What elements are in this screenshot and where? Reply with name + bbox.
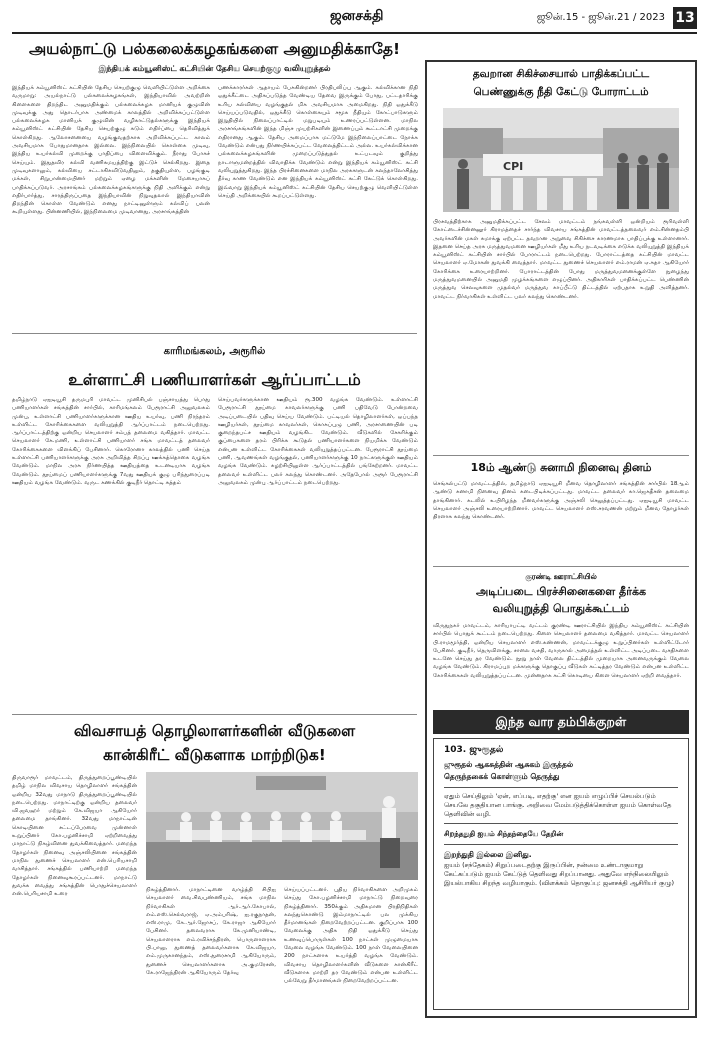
masthead-rule [12, 32, 697, 34]
workers-col-1: தமிழ்நாடு ஏஐடியூசி தருமபுரி மாவட்ட முனிசிபல் பஞ்சாயத்து பொது பணியாளர்கள் சங்கத்தின் சார்பில், காரிமங்கலம் பேரூராட்சி அலுவலகம் முன்பு, உள்ளாட்சி பணியாளர்களுக்கான ஊதிய உயர்வு, பணி நிரந்தரம் உள்ளிட்ட கோரிக்கைகளை வலியுறுத்தி ஆர்ப்பாட்டம் நடைபெற்றது. ஆர்ப்பாட்டத்திற்கு ஒன்றிய செயலாளர் சம்பத் தலைமை வகித்தார். மாவட்ட செயலாளர் கே.மணி, உள்ளாட்சி பணியாளர் சங்க மாவட்டத் தலைவர் கோரிக்கைகளை விளக்கிப் பேசினார். கொரோனா காலத்தில் பணி செய்த உள்ளாட்சி பணியாளர்களுக்கு அரசு அறிவித்த சிறப்பு ஊக்கத்தொகை வழங்க வேண்டும். மாநில அரசு நிர்ணயித்த ஊதியத்தை உடனடியாக வழங்க வேண்டும். தூய்மைப் பணியாளர்களுக்கு 7வது ஊதியக் குழு பரிந்துரைப்படி ஊதியம் வழங்க வேண்டும். வருட கணக்கில் குடிநீர் தொட்டி சுத்தம் [12, 397, 210, 486]
tsunami-body: செங்கல்பட்டு மாவட்டத்தில், தமிழ்நாடு ஏஐடியூசி மீனவ தொழிலாளர் சங்கத்தின் சார்பில் 18ஆம் ஆண்டு சுனாமி நினைவு தினம் கடைபிடிக்கப்பட்டது. மாவட்ட தலைவர் கா.ஜெகதீசன் தலைமை தாங்கினார். கடலில் உயிரிழந்த மீனவர்களுக்கு அஞ்சலி செலுத்தப்பட்டது. ஏஐடியூசி மாவட்ட செயலாளர் அஞ்சலி உரையாற்றினார். மாவட்ட செயலாளர் எஸ்.சரவணன் மற்றும் மீனவ தோழர்கள் திரளாக கலந்து கொண்டனர். [433, 481, 689, 521]
section-divider [433, 455, 689, 456]
universities-col-1: இந்தியக் கம்யூனிஸ்ட் கட்சியின் தேசிய செயற்குழு வெளியிட்டுள்ள அறிக்கை வருமாறு: அயல்நாட்டு பல்கலைக்கழகங்கள், இந்தியாவில் அவற்றின் கிளைகளை திறந்திட அனுமதிக்கும் பல்கலைக்கழக மானியக் குழுவின் முடிவுக்கு அது தொடர்பாக அண்மைக் காலத்தில் அறிவிக்கப்பட்டுள்ள பல்கலைக்கழக மானியக் குழுவின் வழிகாட்டுதல்களுக்கு இந்தியக் கம்யூனிஸ்ட் கட்சியின் தேசிய செயற்குழு கடும் எதிர்ப்பை தெரிவித்துக் கொள்கிறது. ஆலோசனையை வழங்குவதற்காக அறிவிக்கப்பட்ட காலம் அவசியமாக போதுமானதாக இல்லை. இந்நிலையில் கொள்கை முடிவு, இந்திய உயர்கல்வி முறைக்கு பாதிப்பை விளைவிக்கும். நீராது போகச் செய்யும். இதுதவிர கல்வி வணிகமயத்திற்கு இட்டுச் செல்கிறது. இதை முடிவுகளாலும், கல்வியை சட்டாகிசுவிடுவதிலும், தகுதியுள்ள, பழங்குடி மக்கள், சிறுபான்மையினர் மற்றும் ஏழை மக்களின் மேசையாகப் பாதிக்கப்படுவர். அரசாங்கம் பல்கலைக்கழகங்களுக்கு நிதி அளிக்கும் என்று எதிர்பார்த்து, சாரத்திருப்பதை இந்தியாவின் நிறுவுதலால் இந்தியாவின் திறந்தின் கொள்ள வேண்டும் எனது நாட்டினுள்ளும் கல்விப் பலன் கூறியுள்ளது. பின்னணியில், இந்நிலைமை முடிவானது, அரசாங்கத்தின் [12, 85, 210, 216]
kural-line-1: ஜுரூதல் ஆகசுத்தின் ஆசுகம் இருத்தல் [444, 760, 574, 769]
section-divider [12, 714, 417, 715]
kural-divider [444, 787, 678, 788]
farm-workers-headline-1: விவசாயத் தொழிலாளர்களின் வீடுகளை [73, 722, 356, 740]
protest-headline-2: பெண்ணுக்கு நீதி கேட்டு போராட்டம் [473, 86, 649, 98]
kural-subtitle: சிறந்ததுதி ஐயம் சிந்தந்தையே தேறின் [444, 830, 564, 838]
workers-col-2: செய்பவர்களுக்கான ஊதியம் ரூ.300 வழங்க வேண்டும். உள்ளாட்சி பேரூராட்சி தூய்மை காவலர்களுக்கு பணி பதிவேடு போன்றவை அடிப்படையில் பதிவு செய்ய வேண்டும். பட்டியல் தொழிலாளர்கள், ஒப்பந்த ஊழியர்கள், தூய்மை காவலர்கள், கொசுப்புழு பணி, அரசாணையின் படி குறைந்தபட்ச ஊதியம் வழங்கிட வேண்டும். வீடுகளில் சேகரிக்கும் குப்பைகளை தரம் பிரிக்க கூடுதல் பணியாளர்களை நியமிக்க வேண்டும் என்பன உள்ளிட்ட கோரிக்கைகள் வலியுறுத்தப்பட்டன. பேரூராட்சி தூய்மை பணி, ஆவணங்கள் வழங்குதல், பணியாளர்களுக்கு 10 நாட்களுக்குள் ஊதியம் வழங்க வேண்டும். சுழற்சியிலுள்ள ஆர்ப்பாட்டத்தில் பங்கேற்றனர். மாவட்ட தலைவர் உள்ளிட்ட பலர் கலந்து கொண்டனர். அதேபோல் அரூர் பேரூராட்சி அலுவலகம் முன்பு ஆர்ப்பாட்டம் நடைபெற்றது. [218, 397, 418, 486]
farm-workers-col-3: செய்யப்பட்டனர். புதிய நிர்வாகிகளை அறிமுகம் செய்து கோ.பழனிச்சாமி மாநாட்டு நிறைவுரை நிகழ்த்தினார். 350க்கும் அதிகமான பிரதிநிதிகள் கலந்துகொண்டு இம்மாநாட்டில் பல முக்கிய தீர்மானங்கள் நிறைவேற்றப்பட்டன. குறிப்பாக 100 வேலைக்கு அதிக நிதி ஒதுக்கீடு செய்து உணவுப்பொருள்கள் 100 நாட்கள் முழுமையாக வேலை வழங்க வேண்டும். 100 நாள் வேலையினை 200 நாட்களாக உயர்த்தி வழங்க வேண்டும். விவசாய தொழிலாளர்களின் வீடுகளை கான்கிரீட் வீடுகளாக மாற்றி தர வேண்டும் என்பன உள்ளிட்ட பல்வேறு தீர்மானங்கள் நிறைவேற்றப்பட்டன. [284, 887, 418, 985]
protest-banner-text: CPI [503, 160, 524, 173]
kural-divider [444, 823, 678, 824]
protest-headline-1: தவறான சிகிச்சையால் பாதிக்கப்பட்ட [472, 68, 650, 80]
kural-explanation-2: ஐயம் (சந்தேகம்) சிறுப்படைதற்கு இருப்பின், நன்மை உண்டாகுமாறு கேட்கப்படும் ஐயம் கேட்டுத் தெளிவது சிறப்பானது. அதுவே எந்நிலையிலும் இயல்பாகிய சிறந்த வழியாகும். (விளக்கம் தொகுப்பு: ஜனசக்தி ஆசிரியர் குழு) [444, 861, 675, 887]
kural-explanation-1: ஏதும் செய்திலும் 'ஏன், எப்படி, எதற்கு' என ஐயம் எழுப்பிச் செயல்படும் செயலே தகுதியான பாங்கு. அறிவை மேம்படுத்திக்கொள்ள ஐயம் கொள்வதே தெளிவின் வழி. [444, 792, 672, 818]
farm-workers-col-1: திருவாரூர் மாவட்டம், திருத்துறைப்பூண்டியில் தமிழ் மாநில விவசாய தொழிலாளர் சங்கத்தின் ஒன்றிய 32வது மாநாடு திருத்துறைப்பூண்டியில் நடைபெற்றது. மாநாட்டிற்கு ஒன்றிய தலைவர் வி.ஜவஹர் மற்றும் கே.விஜயா ஆகியோர் தலைமை தாங்கினர். 32வது மாநாட்டின் கொடியினை சட்டப்பேரவை முன்னாள் உறுப்பினர் கோ.பழனிச்சாமி ஏற்றிவைத்து மாநாட்டு நிகழ்வினை துவக்கிவைத்தார். மறைந்த தோழர்கள் நினைவு அஞ்சலியினை சங்கத்தின் மாநில துணைச் செயலாளர் என்.பெரியசாமி வாசித்தார். சங்கத்தில் பணியாற்றி மறைந்த தோழர்கள் நினைவுகூரப்பட்டனர். மாநாட்டு துவக்க வைத்து சங்கத்தின் பொதுச்செயலாளர் என்.பெரியசாமி உரை [12, 775, 137, 898]
kural-box [433, 738, 689, 1010]
kural-line-2: தெருந்தகைக் கொள்ளும் தெருத்து [444, 772, 560, 781]
workers-location: காரிமங்கலம், அரூரில் [163, 346, 266, 357]
basic-issues-body: விருதுநகர் மாவட்டம், காரியாபட்டி வட்டம் குரண்டி ஊராட்சியில் இந்திய கம்யூனிஸ்ட் கட்சியின் சார்பில் பொதுக் கூட்டம் நடைபெற்றது. கிளை செயலாளர் தலைமை வகித்தார். மாவட்ட செயலாளர் பி.ராமமூர்த்தி, ஒன்றிய செயலாளர் எஸ்.கண்ணன், மாவட்டக்குழு உறுப்பினர்கள் உள்ளிட்டோர் பேசினர். குடிநீர், தெருவிளக்கு, சாலை வசதி, வாருகால் அமைத்தல் உள்ளிட்ட அடிப்படை வசதிகளை உடனே செய்து தர வேண்டும். நூறு நாள் வேலை திட்டத்தில் முறையாக அனைவருக்கும் வேலை வழங்க வேண்டும். கிராமப்புற மக்களுக்கு தொகுப்பு வீடுகள் கட்டித்தர வேண்டும் என்பன உள்ளிட்ட கோரிக்கைகள் வலியுறுத்தப்பட்டன. முன்னதாக கட்சி கொடியை கிளை செயலாளர் ஏற்றி வைத்தார். [433, 623, 689, 679]
universities-subhead: இந்தியக் கம்யூனிஸ்ட் கட்சியின் தேசிய செயற்குழு வலியுறுத்தல் [98, 64, 331, 73]
basic-issues-location: குரண்டி ஊராட்சியில் [525, 572, 597, 581]
masthead [12, 6, 697, 32]
protest-photo [443, 108, 679, 212]
universities-col-2: பணக்காரர்கள் ஆதாயம் பேசுகின்றனர் பிரதிபலிப்பு ஆகும். கல்விக்கான நிதி ஒதுக்கீட்டை அதிகப்படுத்த வேண்டிய தேவை இருக்கும் போது, பட்டதாரிக்கு உரிய கல்வியை வழங்குதல் மிக அவசியமாக அமைகிறது. நிதி ஒதுக்கீடு செய்யப்படுவதில், ஒதுக்கீடு கொள்கையும் சமூக நீதியும் கோட்பாடுகளும் இறுதியில் நிலைப்பாட்டில் மறுபடியும் உணரப்பட்டுள்ளன. மாநில அரசாங்கங்களின் இந்த மிஞ்ச முயற்சிகளின் இணைப்பும் கூட்டாட்சி முறைக்கு எதிரானது ஆகும். தேசிய அமைப்பாக மட்டுமே இந்நிலைப்பாட்டை நோக்க வேண்டும் என்பது நிர்ணயிக்கப்பட்ட வேலைத்திட்டம் அல்ல. உயர்கல்விக்கான பல்கலைக்கழகங்களின் முறைப்படுத்துதல் உட்படவும் குறித்து நாடாளுமன்றத்தில் விவாதிக்க வேண்டும் என்று இந்தியக் கம்யூனிஸ்ட் கட்சி வலியுறுத்துகிறது. இந்த பிரச்சினைகளை மாநில அரசுகளுடன் கலந்தாலோசித்து தீர்வு காண வேண்டும் என இந்தியக் கம்யூனிஸ்ட் கட்சி கேட்டுக் கொள்கிறது. இவ்வாறு இந்தியக் கம்யூனிஸ்ட் கட்சியின் தேசிய செயற்குழு வெளியிட்டுள்ள செய்தி அறிக்கையில் கூறப்பட்டுள்ளது. [218, 85, 418, 199]
universities-headline: அயல்நாட்டு பல்கலைக்கழகங்களை அனுமதிக்காதே! [28, 40, 401, 58]
farm-workers-col-2: நிகழ்த்தினார். மாநாட்டினை வாழ்த்தி சிபிஐ செயலாளர் வை.சிவபுண்ணியம், சங்க மாநில நிர்வாகிகள் ஆர்.ஆர்.கோபால், எம்.எஸ்.செல்வராஜ், ஏ.அம்பரிஷ், ஐ.ரகுநாதன், எஸ்.ராமு, கே.ஆர்.ஜோசப், கே.ராஜா ஆகியோர் பேசினர். தலைவராக கே.முனியாண்டி, செயலாளராக எம்.ரவிச்சந்திரன், பொருளாளராக பி.பாலு, துணைத் தலைவர்களாக கே.விஜயா, எம்.முருகானந்தம், எஸ்.துரைசாமி ஆகியோரும், துணைச் செயலாளர்களாக அ.குமரேசன், கே.ராஜேந்திரன் ஆகியோரும் தேர்வு [146, 887, 276, 976]
page-number: 13 [673, 7, 697, 29]
section-divider [433, 566, 689, 567]
basic-issues-headline-1: அடிப்படை பிரச்சினைகளை தீர்க்க [475, 585, 647, 598]
kural-divider [444, 844, 678, 845]
section-divider [12, 333, 417, 334]
protest-body: பிரசவத்திற்காக அனுமதிக்கப்பட்ட சேலம் மாவட்டம் நங்கவள்ளி ஒன்றியம் ரூரிவள்ளி கோட்டைச்சின்னனூர் கிராமத்தைச் சார்ந்த விவசாய சங்கத்தின் மாவட்டத்தலைவர் எம்.சின்னதம்பி அவர்களின் மகள் சுமாக்கு ஏற்பட்ட தவறான அறுவை சிகிச்சை காரணமாக பாதிப்புக்கு உள்ளானார். இதனை செய்த அரசு மருத்துவமனை ஊழியர்கள் மீது உரிய நடவடிக்கை எடுக்க வலியுறுத்தி இந்தியக் கம்யூனிஸ்ட் கட்சியின் சார்பில் போராட்டம் நடைபெற்றது. போராட்டத்தை கட்சியின் மாவட்ட செயலாளர் ஏ.மோகன் துவக்கி வைத்தார். மாவட்ட துணைச் செயலாளர் எம்.ராமன் ஏ.சுதா ஆகியோர் கோரிக்கை உரையாற்றினர். போராட்டத்தின் போது மருத்துவமனைக்குள்ளே நுழைந்து மருத்துவமனையில் அனுமதி முழக்கங்களை எழுப்பினர். அதிகாரிகள் பாதிக்கப்பட்ட பெண்ணின் மருத்துவ செலவுகளை முதல்வர் மருத்துவ காப்பீட்டு திட்டத்தில் ஏற்பதாக உறுதி அளித்தனர். மாவட்ட நிர்வாகிகள் உள்ளிட்ட பலர் கலந்து கொண்டனர். [433, 219, 689, 300]
farm-workers-headline-2: கான்கிரீட் வீடுகளாக மாற்றிடுக! [103, 746, 326, 764]
kural-line-3: இறந்துதி இல்லை இனிது. [444, 850, 532, 859]
workers-headline: உள்ளாட்சி பணியாளர்கள் ஆர்ப்பாட்டம் [68, 370, 361, 389]
subhead-underline [120, 78, 310, 79]
conference-photo [146, 772, 418, 880]
newspaper-title: ஜனசக்தி [330, 8, 384, 24]
issue-date: ஜூன்.15 - ஜூன்.21 / 2023 [536, 12, 665, 23]
kural-heading: இந்த வார தம்பிக்குறள் [433, 710, 689, 734]
tsunami-headline: 18ம் ஆண்டு சுனாமி நினைவு தினம் [470, 461, 652, 474]
kural-number: 103. ஜுரூதல் [444, 745, 504, 755]
basic-issues-headline-2: வலியுறுத்தி பொதுக்கூட்டம் [492, 602, 630, 615]
